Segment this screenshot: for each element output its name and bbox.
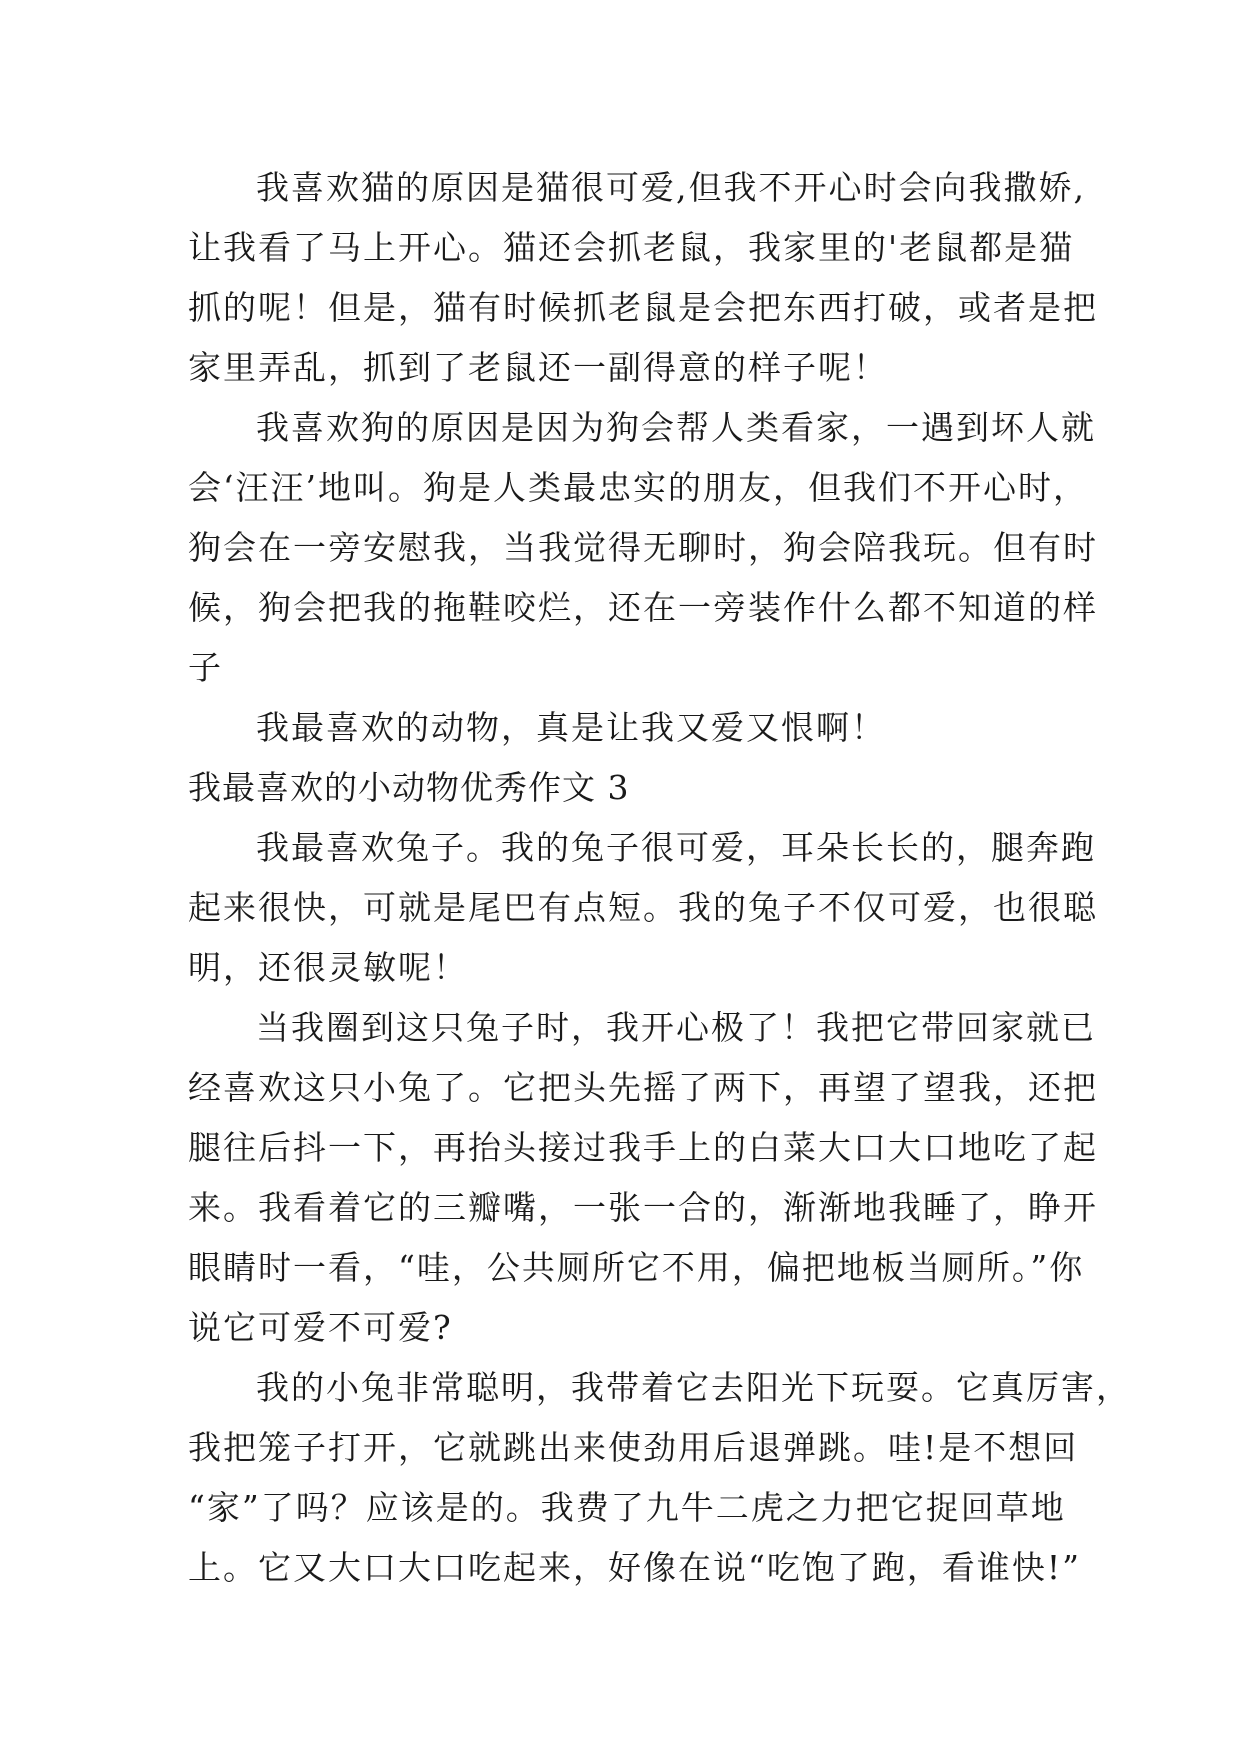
paragraph-line: 眼睛时一看，“哇，公共厕所它不用，偏把地板当厕所。”你 xyxy=(188,1248,1085,1287)
paragraph-line: “家”了吗？应该是的。我费了九牛二虎之力把它捉回草地 xyxy=(188,1488,1066,1527)
paragraph-line: 经喜欢这只小兔了。它把头先摇了两下，再望了望我，还把 xyxy=(188,1068,1098,1107)
paragraph-line: 子 xyxy=(188,648,223,687)
paragraph-line: 上。它又大口大口吃起来，好像在说“吃饱了跑，看谁快!” xyxy=(188,1548,1082,1587)
paragraph-line: 让我看了马上开心。猫还会抓老鼠，我家里的'老鼠都是猫 xyxy=(188,228,1075,267)
paragraph-line: 来。我看着它的三瓣嘴，一张一合的，渐渐地我睡了，睁开 xyxy=(188,1188,1098,1227)
document-body xyxy=(188,158,1131,1598)
paragraph-line: 家里弄乱，抓到了老鼠还一副得意的样子呢！ xyxy=(188,348,888,387)
paragraph-line: 我喜欢狗的原因是因为狗会帮人类看家，一遇到坏人就 xyxy=(256,408,1096,447)
paragraph-line: 起来很快，可就是尾巴有点短。我的兔子不仅可爱，也很聪 xyxy=(188,888,1098,927)
paragraph-line: 会‘汪汪’地叫。狗是人类最忠实的朋友，但我们不开心时， xyxy=(188,468,1088,507)
paragraph-line: 腿往后抖一下，再抬头接过我手上的白菜大口大口地吃了起 xyxy=(188,1128,1098,1167)
section-heading: 我最喜欢的小动物优秀作文 3 xyxy=(188,768,630,807)
paragraph-line: 候，狗会把我的拖鞋咬烂，还在一旁装作什么都不知道的样 xyxy=(188,588,1098,627)
paragraph-line: 狗会在一旁安慰我，当我觉得无聊时，狗会陪我玩。但有时 xyxy=(188,528,1098,567)
paragraph-line: 我把笼子打开，它就跳出来使劲用后退弹跳。哇!是不想回 xyxy=(188,1428,1079,1467)
paragraph-line: 当我圈到这只兔子时，我开心极了！我把它带回家就已 xyxy=(256,1008,1096,1047)
paragraph-line: 我最喜欢的动物，真是让我又爱又恨啊！ xyxy=(256,708,886,747)
paragraph-line: 我的小兔非常聪明，我带着它去阳光下玩耍。它真厉害， xyxy=(256,1368,1131,1407)
paragraph-line: 我喜欢猫的原因是猫很可爱,但我不开心时会向我撒娇, xyxy=(256,168,1086,207)
paragraph-line: 明，还很灵敏呢！ xyxy=(188,948,468,987)
paragraph-line: 我最喜欢兔子。我的兔子很可爱，耳朵长长的，腿奔跑 xyxy=(256,828,1096,867)
paragraph-line: 抓的呢！但是，猫有时候抓老鼠是会把东西打破，或者是把 xyxy=(188,288,1098,327)
paragraph-line: 说它可爱不可爱? xyxy=(188,1308,453,1347)
